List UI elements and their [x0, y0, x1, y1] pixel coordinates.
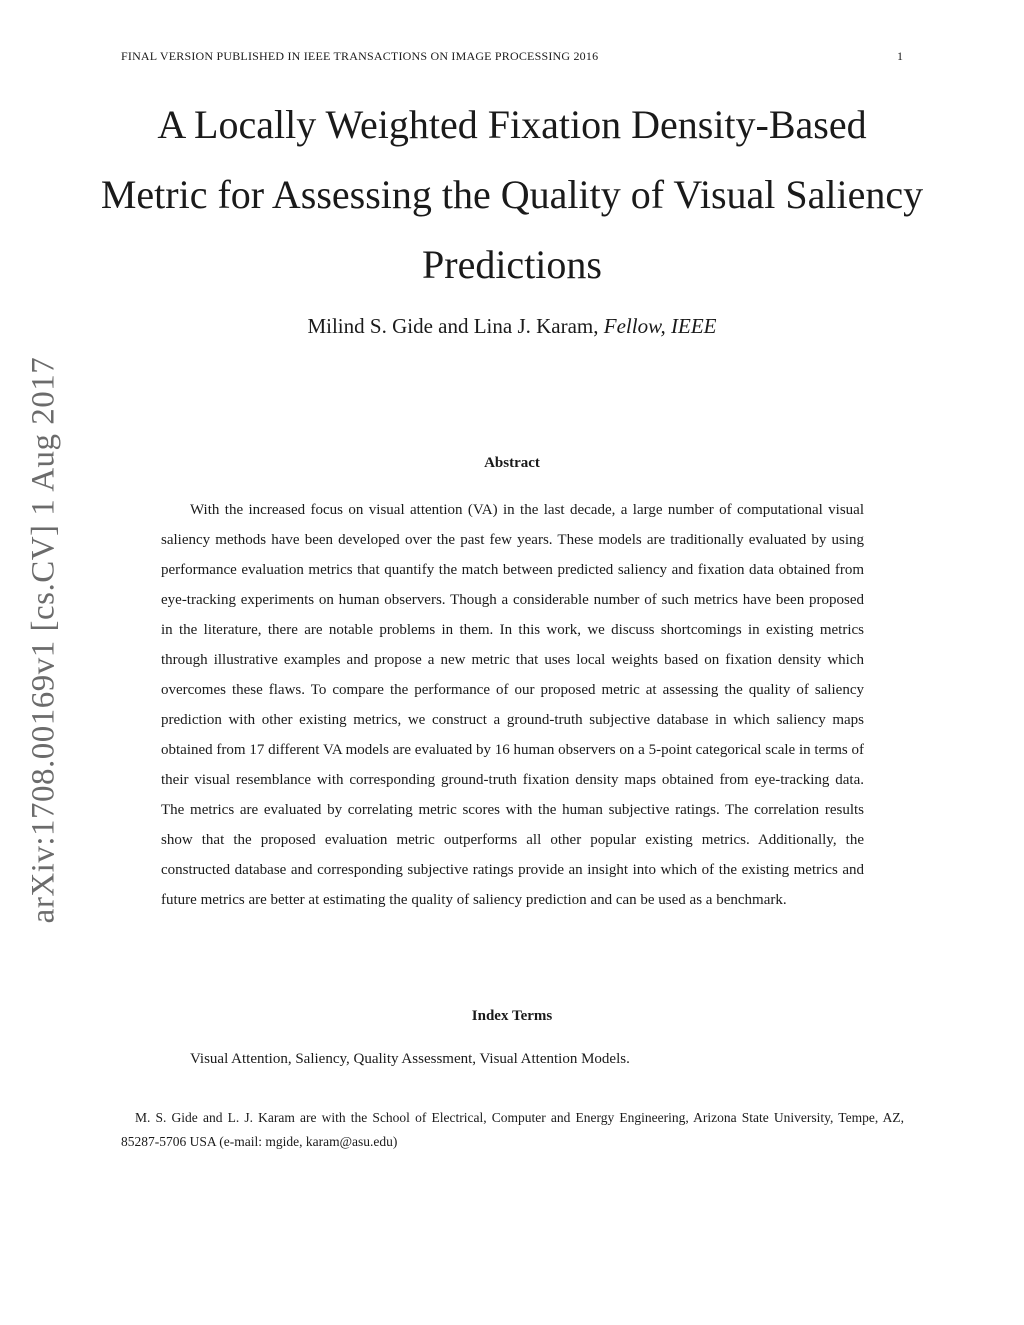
index-terms-heading: Index Terms: [471, 1008, 553, 1024]
affiliation-footnote: M. S. Gide and L. J. Karam are with the School of Electrical, Computer and Energy Engineering, Arizona State University, Tempe, AZ, 85287-5706 USA (e-mail: mgide, karam@asu.edu): [121, 1110, 904, 1149]
abstract-body: With the increased focus on visual attention (VA) in the last decade, a large number of computational visual saliency methods have been developed over the past few years. These models are traditionally evaluated by using performance evaluation metrics that quantify the match between predicted saliency and fixation data obtained from eye-tracking experiments on human observers. Though a considerable number of such metrics have been proposed in the literature, there are notable problems in them. In this work, we discuss shortcomings in existing metrics through illustrative examples and propose a new metric that uses local weights based on fixation density which overcomes these flaws. To compare the performance of our proposed metric at assessing the quality of saliency prediction with other existing metrics, we construct a ground-truth subjective database in which saliency maps obtained from 17 different VA models are evaluated by 16 human observers on a 5-point categorical scale in terms of their visual resemblance with corresponding ground-truth fixation density maps obtained from eye-tracking data. The metrics are evaluated by correlating metric scores with the human subjective ratings. The correlation results show that the proposed evaluation metric outperforms all other popular existing metrics. Additionally, the constructed database and corresponding subjective ratings provide an insight into which of the existing metrics and future metrics are better at estimating the quality of saliency prediction and can be used as a benchmark.: [161, 502, 864, 908]
author-fellow-title: Fellow, IEEE: [603, 314, 717, 338]
abstract-heading: Abstract: [484, 455, 540, 471]
running-head: FINAL VERSION PUBLISHED IN IEEE TRANSACTIONS ON IMAGE PROCESSING 2016: [121, 49, 599, 63]
index-terms-list: Visual Attention, Saliency, Quality Assessment, Visual Attention Models.: [190, 1051, 630, 1067]
author-line: [100, 314, 924, 339]
arxiv-identifier: arXiv:1708.00169v1 [cs.CV] 1 Aug 2017: [25, 356, 62, 924]
author-names: Milind S. Gide and Lina J. Karam,: [307, 314, 599, 338]
page-number: 1: [897, 49, 903, 63]
paper-title: A Locally Weighted Fixation Density-Based Metric for Assessing the Quality of Visual Saliency Predictions: [100, 102, 924, 287]
